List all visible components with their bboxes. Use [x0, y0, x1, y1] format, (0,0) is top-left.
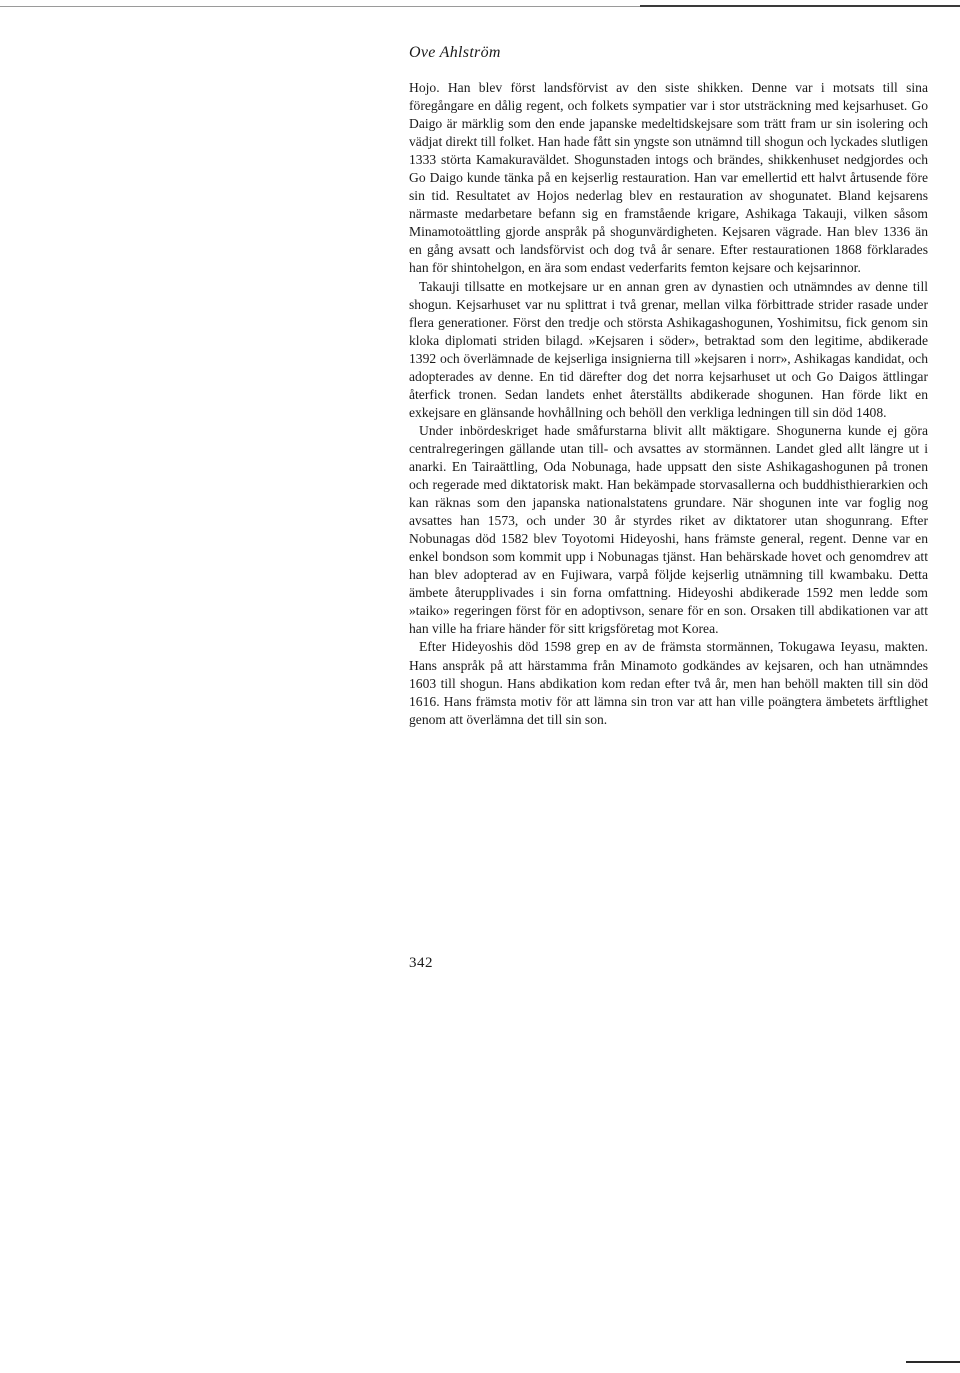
body-text: [409, 79, 928, 729]
paragraph: Under inbördeskriget hade småfurstarna blivit allt mäktigare. Shogunerna kunde ej göra centralregeringen gällande utan till- och avsattes av stormännen. Landet gled allt längre ut i anarki. En Tairaättling, Oda Nobunaga, hade uppsatt den siste Ashikagashogunen på tronen och regerade med diktatorisk makt. Han bekämpade storvasallerna och buddhisthierarkien och kan räknas som den japanska nationalstatens grundare. När shogunen inte var foglig nog avsattes han 1573, och under 30 år styrdes riket av diktatorer utan shogunrang. Efter Nobunagas död 1582 blev Toyotomi Hideyoshi, hans främste general, regent. Denne var en enkel bondson som kommit upp i Nobunagas tjänst. Han behärskade hovet och genomdrev att han blev adopterad av en Fujiwara, varpå följde kejserlig utnämning till kwambaku. Detta ämbete återupplivades i sin forna omfattning. Hideyoshi abdikerade 1592 men ledde som »taiko» regeringen först för en adoptivson, senare för en son. Orsaken till abdikationen var att han ville ha friare händer för sitt krigsföretag mot Korea.: [409, 422, 928, 637]
paragraph: Efter Hideyoshis död 1598 grep en av de främsta stormännen, Tokugawa Ieyasu, makten. Hans anspråk på att härstamma från Minamoto godkändes av kejsaren, och han utnämndes 1603 till shogun. Hans abdikation kom redan efter två år, men han behöll makten till sin död 1616. Hans främsta motiv för att lämna sin tron var att han ville poängtera ämbetets ärftlighet genom att överlämna det till sin son.: [409, 639, 928, 727]
top-rule-accent: [640, 5, 960, 7]
paragraph: Hojo. Han blev först landsförvist av den siste shikken. Denne var i motsats till sina föregångare en dålig regent, och folkets sympatier var i stor utsträckning med kejsarhuset. Go Daigo är märklig som den ende japanske medeltidskejsare som trätt fram ur sin isolering och vädjat direkt till folket. Han hade fått sin yngste son utnämnd till shogun och lyckades slutligen 1333 störta Kamakuraväldet. Shogunstaden intogs och brändes, shikkenhuset nedgjordes och Go Daigo kunde tänka på en kejserlig restauration. Han var emellertid ett halvt årtusende före sin tid. Resultatet av Hojos nederlag blev en restauration av shogunatet. Bland kejsarens närmaste medarbetare befann sig en framstående krigare, Ashikaga Takauji, vilken såsom Minamotoättling gjorde anspråk på shogunvärdigheten. Kejsaren vägrade. Han blev 1336 än en gång avsatt och landsförvist och dog två år senare. Efter restaurationen 1868 förklarades han för shintohelgon, en ära som endast vederfarits femton kejsare och kejsarinnor.: [409, 80, 928, 276]
paragraph: Takauji tillsatte en motkejsare ur en annan gren av dynastien och utnämndes av denne till shogun. Kejsarhuset var nu splittrat i två grenar, mellan vilka förbittrade strider rasade under flera generationer. Först den tredje och största Ashikagashogunen, Yoshimitsu, fick genom sin kloka diplomati striden bilagd. »Kejsaren i söder», betraktad som den legitime, abdikerade 1392 och överlämnade de kejserliga insignierna till »kejsaren i norr», Ashikagas kandidat, och adopterades av denne. En tid därefter dog det norra kejsarhuset ut och Go Daigos ättlingar återfick tronen. Sedan landets enhet återställts abdikerade shogunen. Han förde likt en exkejsare en glänsande hovhållning och behöll den verkliga ledningen till sin död 1408.: [409, 278, 928, 420]
running-header-author: Ove Ahlström: [409, 44, 501, 61]
bottom-rule: [906, 1361, 960, 1363]
page-number: 342: [409, 955, 433, 971]
